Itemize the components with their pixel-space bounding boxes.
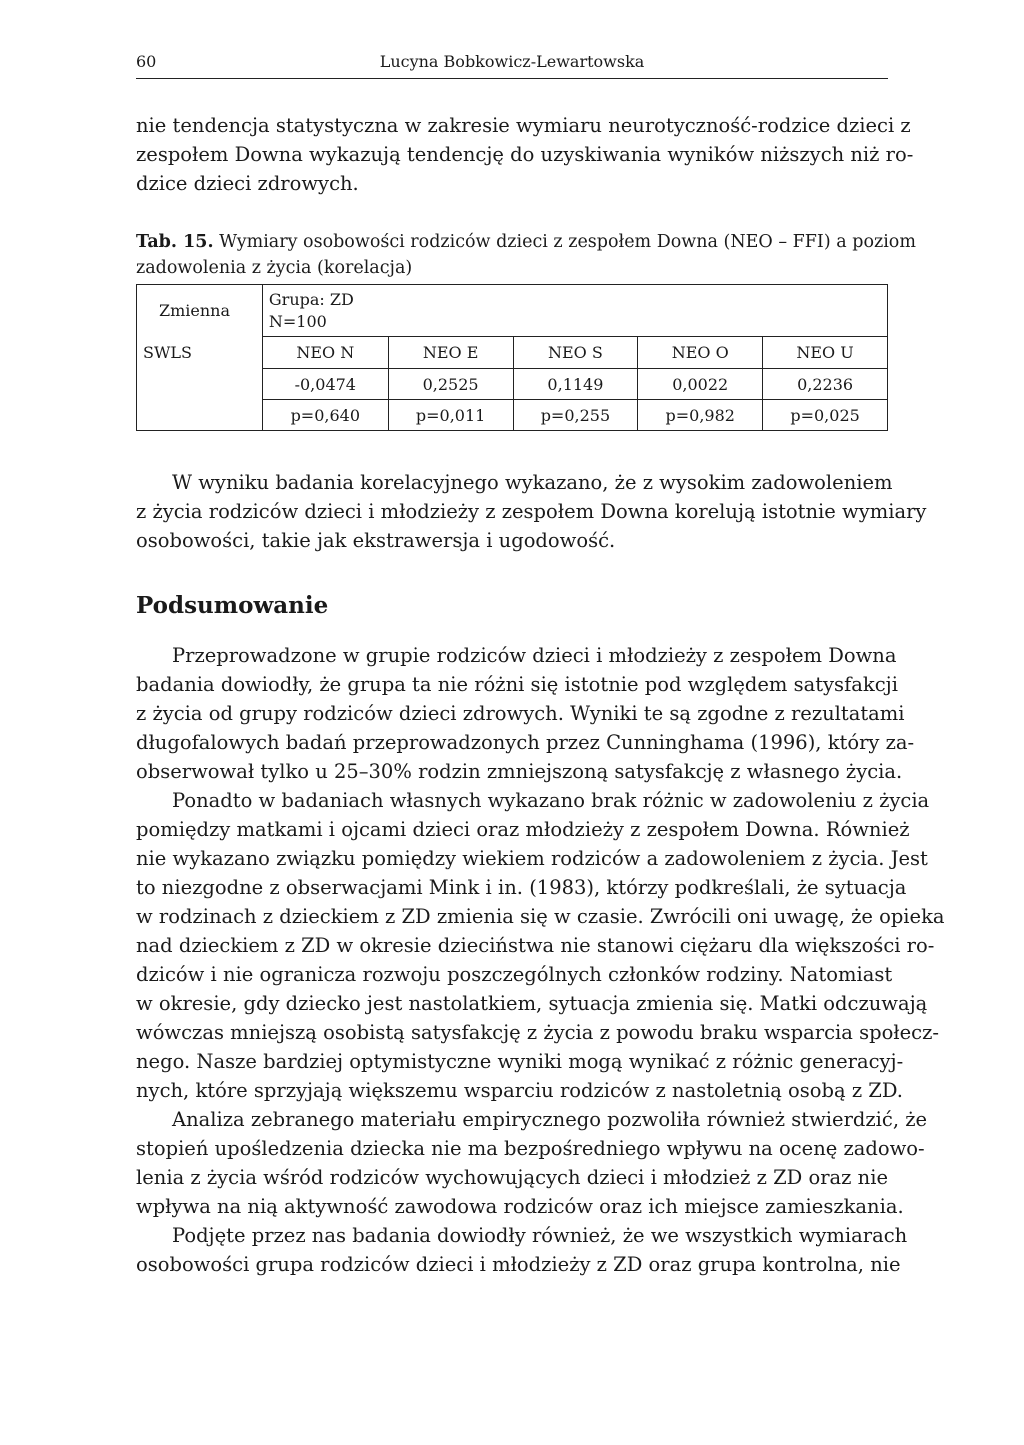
section-heading: Podsumowanie <box>136 592 329 619</box>
row-label-swls: SWLS <box>137 337 263 431</box>
correlation-cell: 0,2525 <box>388 369 513 400</box>
p-value-cell: p=0,011 <box>388 400 513 431</box>
text-line: z życia od grupy rodziców dzieci zdrowych. Wyniki te są zgodne z rezultatami <box>136 702 905 725</box>
column-header: NEO U <box>763 337 888 369</box>
table-number: Tab. 15. <box>136 232 214 252</box>
intro-paragraph <box>136 111 914 198</box>
text-line: w rodzinach z dzieckiem z ZD zmienia się w czasie. Zwrócili oni uwagę, że opieka <box>136 905 945 928</box>
table-column-row <box>137 337 888 369</box>
text-line: dziców i nie ogranicza rozwoju poszczególnych członków rodziny. Natomiast <box>136 963 893 986</box>
text-line: wówczas mniejszą osobistą satysfakcję z życia z powodu braku wsparcia społecz- <box>136 1021 939 1044</box>
text-line: z życia rodziców dzieci i młodzieży z zespołem Downa korelują istotnie wymiary <box>136 500 927 523</box>
text-line: Analiza zebranego materiału empirycznego pozwoliła również stwierdzić, że <box>172 1108 928 1131</box>
summary-paragraph-1 <box>136 641 915 786</box>
text-line: Ponadto w badaniach własnych wykazano brak różnic w zadowoleniu z życia <box>172 789 930 812</box>
p-value-cell: p=0,640 <box>262 400 388 431</box>
p-value-cell: p=0,982 <box>638 400 763 431</box>
correlation-cell: 0,1149 <box>513 369 638 400</box>
group-label: Grupa: ZD <box>268 289 354 309</box>
correlation-cell: 0,0022 <box>638 369 763 400</box>
text-line: lenia z życia wśród rodziców wychowujących dzieci i młodzież z ZD oraz nie <box>136 1166 888 1189</box>
text-line: nego. Nasze bardziej optymistyczne wyniki mogą wynikać z różnic generacyj- <box>136 1050 904 1073</box>
text-line: nych, które sprzyjają większemu wsparciu rodziców z nastoletnią osobą z ZD. <box>136 1079 903 1102</box>
text-line: W wyniku badania korelacyjnego wykazano, że z wysokim zadowoleniem <box>172 471 893 494</box>
text-line: wpływa na nią aktywność zawodowa rodziców oraz ich miejsce zamieszkania. <box>136 1195 904 1218</box>
text-line: stopień upośledzenia dziecka nie ma bezpośredniego wpływu na ocenę zadowo- <box>136 1137 925 1160</box>
text-line: nad dzieckiem z ZD w okresie dzieciństwa nie stanowi ciężaru dla większości ro- <box>136 934 935 957</box>
summary-paragraph-4 <box>136 1221 908 1279</box>
correlation-cell: 0,2236 <box>763 369 888 400</box>
column-header: NEO N <box>262 337 388 369</box>
table-header-row <box>137 285 888 337</box>
p-value-cell: p=0,255 <box>513 400 638 431</box>
text-line: nie wykazano związku pomiędzy wiekiem rodziców a zadowoleniem z życia. Jest <box>136 847 928 870</box>
summary-paragraph-3 <box>136 1105 928 1221</box>
group-sample-size: N=100 <box>268 311 327 331</box>
p-value-cell: p=0,025 <box>763 400 888 431</box>
text-line: osobowości, takie jak ekstrawersja i ugodowość. <box>136 529 616 552</box>
variable-header: Zmienna <box>137 285 263 337</box>
text-line: długofalowych badań przeprowadzonych przez Cunninghama (1996), który za- <box>136 731 915 754</box>
column-header: NEO E <box>388 337 513 369</box>
column-header: NEO S <box>513 337 638 369</box>
summary-paragraph-2 <box>136 786 945 1105</box>
correlation-cell: -0,0474 <box>262 369 388 400</box>
text-line: obserwował tylko u 25–30% rodzin zmniejszoną satysfakcję z własnego życia. <box>136 760 903 783</box>
text-line: Podjęte przez nas badania dowiodły również, że we wszystkich wymiarach <box>172 1224 908 1247</box>
correlation-table <box>136 284 888 431</box>
running-header-author: Lucyna Bobkowicz-Lewartowska <box>379 52 645 71</box>
text-line: to niezgodne z obserwacjami Mink i in. (1983), którzy podkreślali, że sytuacja <box>136 876 907 899</box>
running-header <box>136 50 888 79</box>
text-line: badania dowiodły, że grupa ta nie różni się istotnie pod względem satysfakcji <box>136 673 898 696</box>
text-line: zespołem Downa wykazują tendencję do uzyskiwania wyników niższych niż ro- <box>136 143 914 166</box>
text-line: nie tendencja statystyczna w zakresie wymiaru neurotyczność-rodzice dzieci z <box>136 114 911 137</box>
page-number: 60 <box>136 52 157 71</box>
group-header <box>262 285 887 337</box>
result-paragraph <box>136 468 927 555</box>
column-header: NEO O <box>638 337 763 369</box>
text-line: Przeprowadzone w grupie rodziców dzieci i młodzieży z zespołem Downa <box>172 644 897 667</box>
text-line: osobowości grupa rodziców dzieci i młodzieży z ZD oraz grupa kontrolna, nie <box>136 1253 901 1276</box>
table-caption-text: Wymiary osobowości rodziców dzieci z zespołem Downa (NEO – FFI) a poziom <box>213 232 916 252</box>
text-line: w okresie, gdy dziecko jest nastolatkiem, sytuacja zmienia się. Matki odczuwają <box>136 992 928 1015</box>
table-caption <box>136 229 916 281</box>
text-line: dzice dzieci zdrowych. <box>136 172 359 195</box>
text-line: pomiędzy matkami i ojcami dzieci oraz młodzieży z zespołem Downa. Również <box>136 818 910 841</box>
table-caption-text: zadowolenia z życia (korelacja) <box>136 258 413 278</box>
